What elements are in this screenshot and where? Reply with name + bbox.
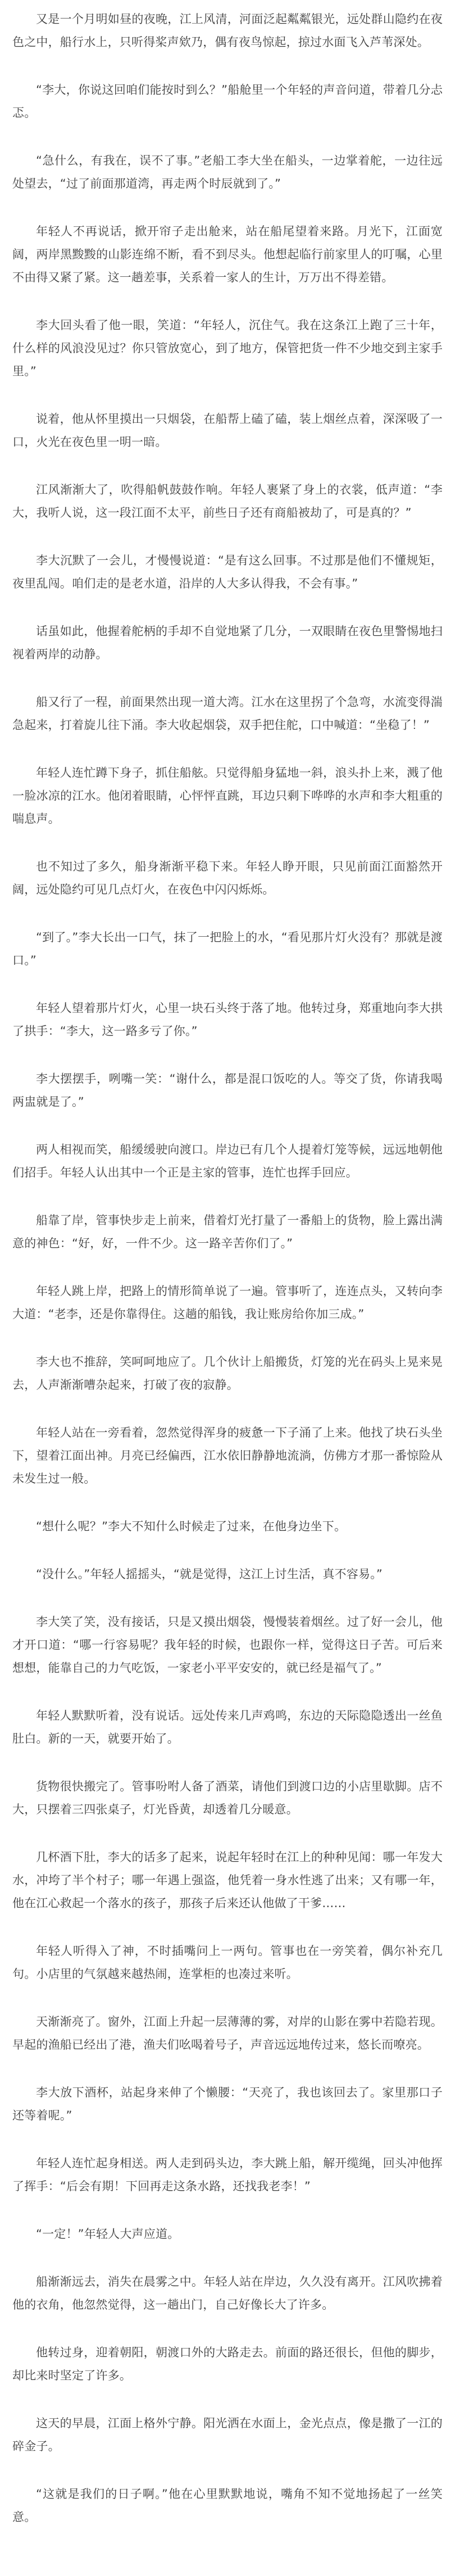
paragraph: 天渐渐亮了。窗外，江面上升起一层薄薄的雾，对岸的山影在雾中若隐若现。早起的渔船已经出了港，渔夫们吆喝着号子，声音远远地传过来，悠长而嘹亮。: [12, 2015, 443, 2051]
paragraph: 李大也不推辞，笑呵呵地应了。几个伙计上船搬货，灯笼的光在码头上晃来晃去，人声渐渐嘈杂起来，打破了夜的寂静。: [12, 1355, 443, 1392]
paragraph: 也不知过了多久，船身渐渐平稳下来。年轻人睁开眼，只见前面江面豁然开阔，远处隐约可见几点灯火，在夜色中闪闪烁烁。: [12, 860, 443, 896]
paragraph: 他转过身，迎着朝阳，朝渡口外的大路走去。前面的路还很长，但他的脚步，却比来时坚定了许多。: [12, 2346, 443, 2382]
paragraph: 话虽如此，他握着舵柄的手却不自觉地紧了几分，一双眼睛在夜色里警惕地扫视着两岸的动静。: [12, 624, 443, 661]
paragraph: “急什么，有我在，误不了事。”老船工李大坐在船头，一边掌着舵，一边往远处望去，“过了前面那道湾，再走两个时辰就到了。”: [12, 154, 443, 190]
paragraph: 又是一个月明如昼的夜晚，江上风清，河面泛起粼粼银光，远处群山隐约在夜色之中，船行水上，只听得桨声欸乃，偶有夜鸟惊起，掠过水面飞入芦苇深处。: [12, 12, 443, 49]
paragraph: 年轻人站在一旁看着，忽然觉得浑身的疲惫一下子涌了上来。他找了块石头坐下，望着江面出神。月亮已经偏西，江水依旧静静地流淌，仿佛方才那一番惊险从未发生过一般。: [12, 1426, 443, 1485]
paragraph: 几杯酒下肚，李大的话多了起来，说起年轻时在江上的种种见闻：哪一年发大水，冲垮了半个村子；哪一年遇上强盗，他凭着一身水性逃了出来；又有哪一年，他在江心救起一个落水的孩子，那孩子后来还认他做了干爹……: [12, 1850, 443, 1910]
article-body: [12, 8, 443, 2529]
paragraph: 船靠了岸，管事快步走上前来，借着灯光打量了一番船上的货物，脸上露出满意的神色：“好，好，一件不少。这一路辛苦你们了。”: [12, 1214, 443, 1250]
paragraph: 两人相视而笑，船缓缓驶向渡口。岸边已有几个人提着灯笼等候，远远地朝他们招手。年轻人认出其中一个正是主家的管事，连忙也挥手回应。: [12, 1143, 443, 1179]
paragraph: 年轻人跳上岸，把路上的情形简单说了一遍。管事听了，连连点头，又转向李大道：“老李，还是你靠得住。这趟的船钱，我让账房给你加三成。”: [12, 1284, 443, 1321]
paragraph: 年轻人连忙蹲下身子，抓住船舷。只觉得船身猛地一斜，浪头扑上来，溅了他一脸冰凉的江水。他闭着眼睛，心怦怦直跳，耳边只剩下哗哗的水声和李大粗重的喘息声。: [12, 766, 443, 826]
paragraph: 年轻人听得入了神，不时插嘴问上一两句。管事也在一旁笑着，偶尔补充几句。小店里的气氛越来越热闹，连掌柜的也凑过来听。: [12, 1944, 443, 1981]
paragraph: 李大笑了笑，没有接话，只是又摸出烟袋，慢慢装着烟丝。过了好一会儿，他才开口道：“哪一行容易呢？我年轻的时候，也跟你一样，觉得这日子苦。可后来想想，能靠自己的力气吃饭，一家老小平平安安的，就已经是福气了。”: [12, 1615, 443, 1675]
paragraph: 李大回头看了他一眼，笑道：“年轻人，沉住气。我在这条江上跑了三十年，什么样的风浪没见过？你只管放宽心，到了地方，保管把货一件不少地交到主家手里。”: [12, 318, 443, 378]
paragraph: 年轻人默默听着，没有说话。远处传来几声鸡鸣，东边的天际隐隐透出一丝鱼肚白。新的一天，就要开始了。: [12, 1709, 443, 1745]
paragraph: “一定！”年轻人大声应道。: [36, 2227, 180, 2241]
paragraph: 货物很快搬完了。管事吩咐人备了酒菜，请他们到渡口边的小店里歇脚。店不大，只摆着三四张桌子，灯光昏黄，却透着几分暖意。: [12, 1780, 443, 1816]
paragraph: 李大沉默了一会儿，才慢慢说道：“是有这么回事。不过那是他们不懂规矩，夜里乱闯。咱们走的是老水道，沿岸的人大多认得我，不会有事。”: [12, 554, 443, 590]
paragraph: 李大摆摆手，咧嘴一笑：“谢什么，都是混口饭吃的人。等交了货，你请我喝两盅就是了。”: [12, 1072, 443, 1109]
paragraph: 江风渐渐大了，吹得船帆鼓鼓作响。年轻人裹紧了身上的衣裳，低声道：“李大，我听人说，这一段江面不太平，前些日子还有商船被劫了，可是真的？”: [12, 483, 443, 519]
paragraph: “想什么呢？”李大不知什么时候走了过来，在他身边坐下。: [36, 1520, 347, 1533]
paragraph: 说着，他从怀里摸出一只烟袋，在船帮上磕了磕，装上烟丝点着，深深吸了一口，火光在夜色里一明一暗。: [12, 412, 443, 449]
paragraph: “到了。”李大长出一口气，抹了一把脸上的水，“看见那片灯火没有？那就是渡口。”: [12, 931, 443, 967]
paragraph: 船又行了一程，前面果然出现一道大湾。江水在这里拐了个急弯，水流变得湍急起来，打着旋儿往下涌。李大收起烟袋，双手把住舵，口中喊道：“坐稳了！”: [12, 695, 443, 732]
paragraph: “李大，你说这回咱们能按时到么？”船舱里一个年轻的声音问道，带着几分忐忑。: [12, 83, 443, 120]
paragraph: 年轻人望着那片灯火，心里一块石头终于落了地。他转过身，郑重地向李大拱了拱手：“李大，这一路多亏了你。”: [12, 1001, 443, 1038]
paragraph: 李大放下酒杯，站起身来伸了个懒腰：“天亮了，我也该回去了。家里那口子还等着呢。”: [12, 2086, 443, 2122]
paragraph: 年轻人连忙起身相送。两人走到码头边，李大跳上船，解开缆绳，回头冲他挥了挥手：“后会有期！下回再走这条水路，还找我老李！”: [12, 2156, 443, 2193]
paragraph: 年轻人不再说话，掀开帘子走出舱来，站在船尾望着来路。月光下，江面宽阔，两岸黑黢黢的山影连绵不断，看不到尽头。他想起临行前家里人的叮嘱，心里不由得又紧了紧。这一趟差事，关系着一家人的生计，万万出不得差错。: [12, 225, 443, 284]
paragraph: “没什么。”年轻人摇摇头，“就是觉得，这江上讨生活，真不容易。”: [36, 1567, 383, 1581]
paragraph: 这天的早晨，江面上格外宁静。阳光洒在水面上，金光点点，像是撒了一江的碎金子。: [12, 2417, 443, 2453]
paragraph: 船渐渐远去，消失在晨雾之中。年轻人站在岸边，久久没有离开。江风吹拂着他的衣角，他忽然觉得，这一趟出门，自己好像长大了许多。: [12, 2275, 443, 2311]
paragraph: “这就是我们的日子啊。”他在心里默默地说，嘴角不知不觉地扬起了一丝笑意。: [12, 2487, 443, 2524]
